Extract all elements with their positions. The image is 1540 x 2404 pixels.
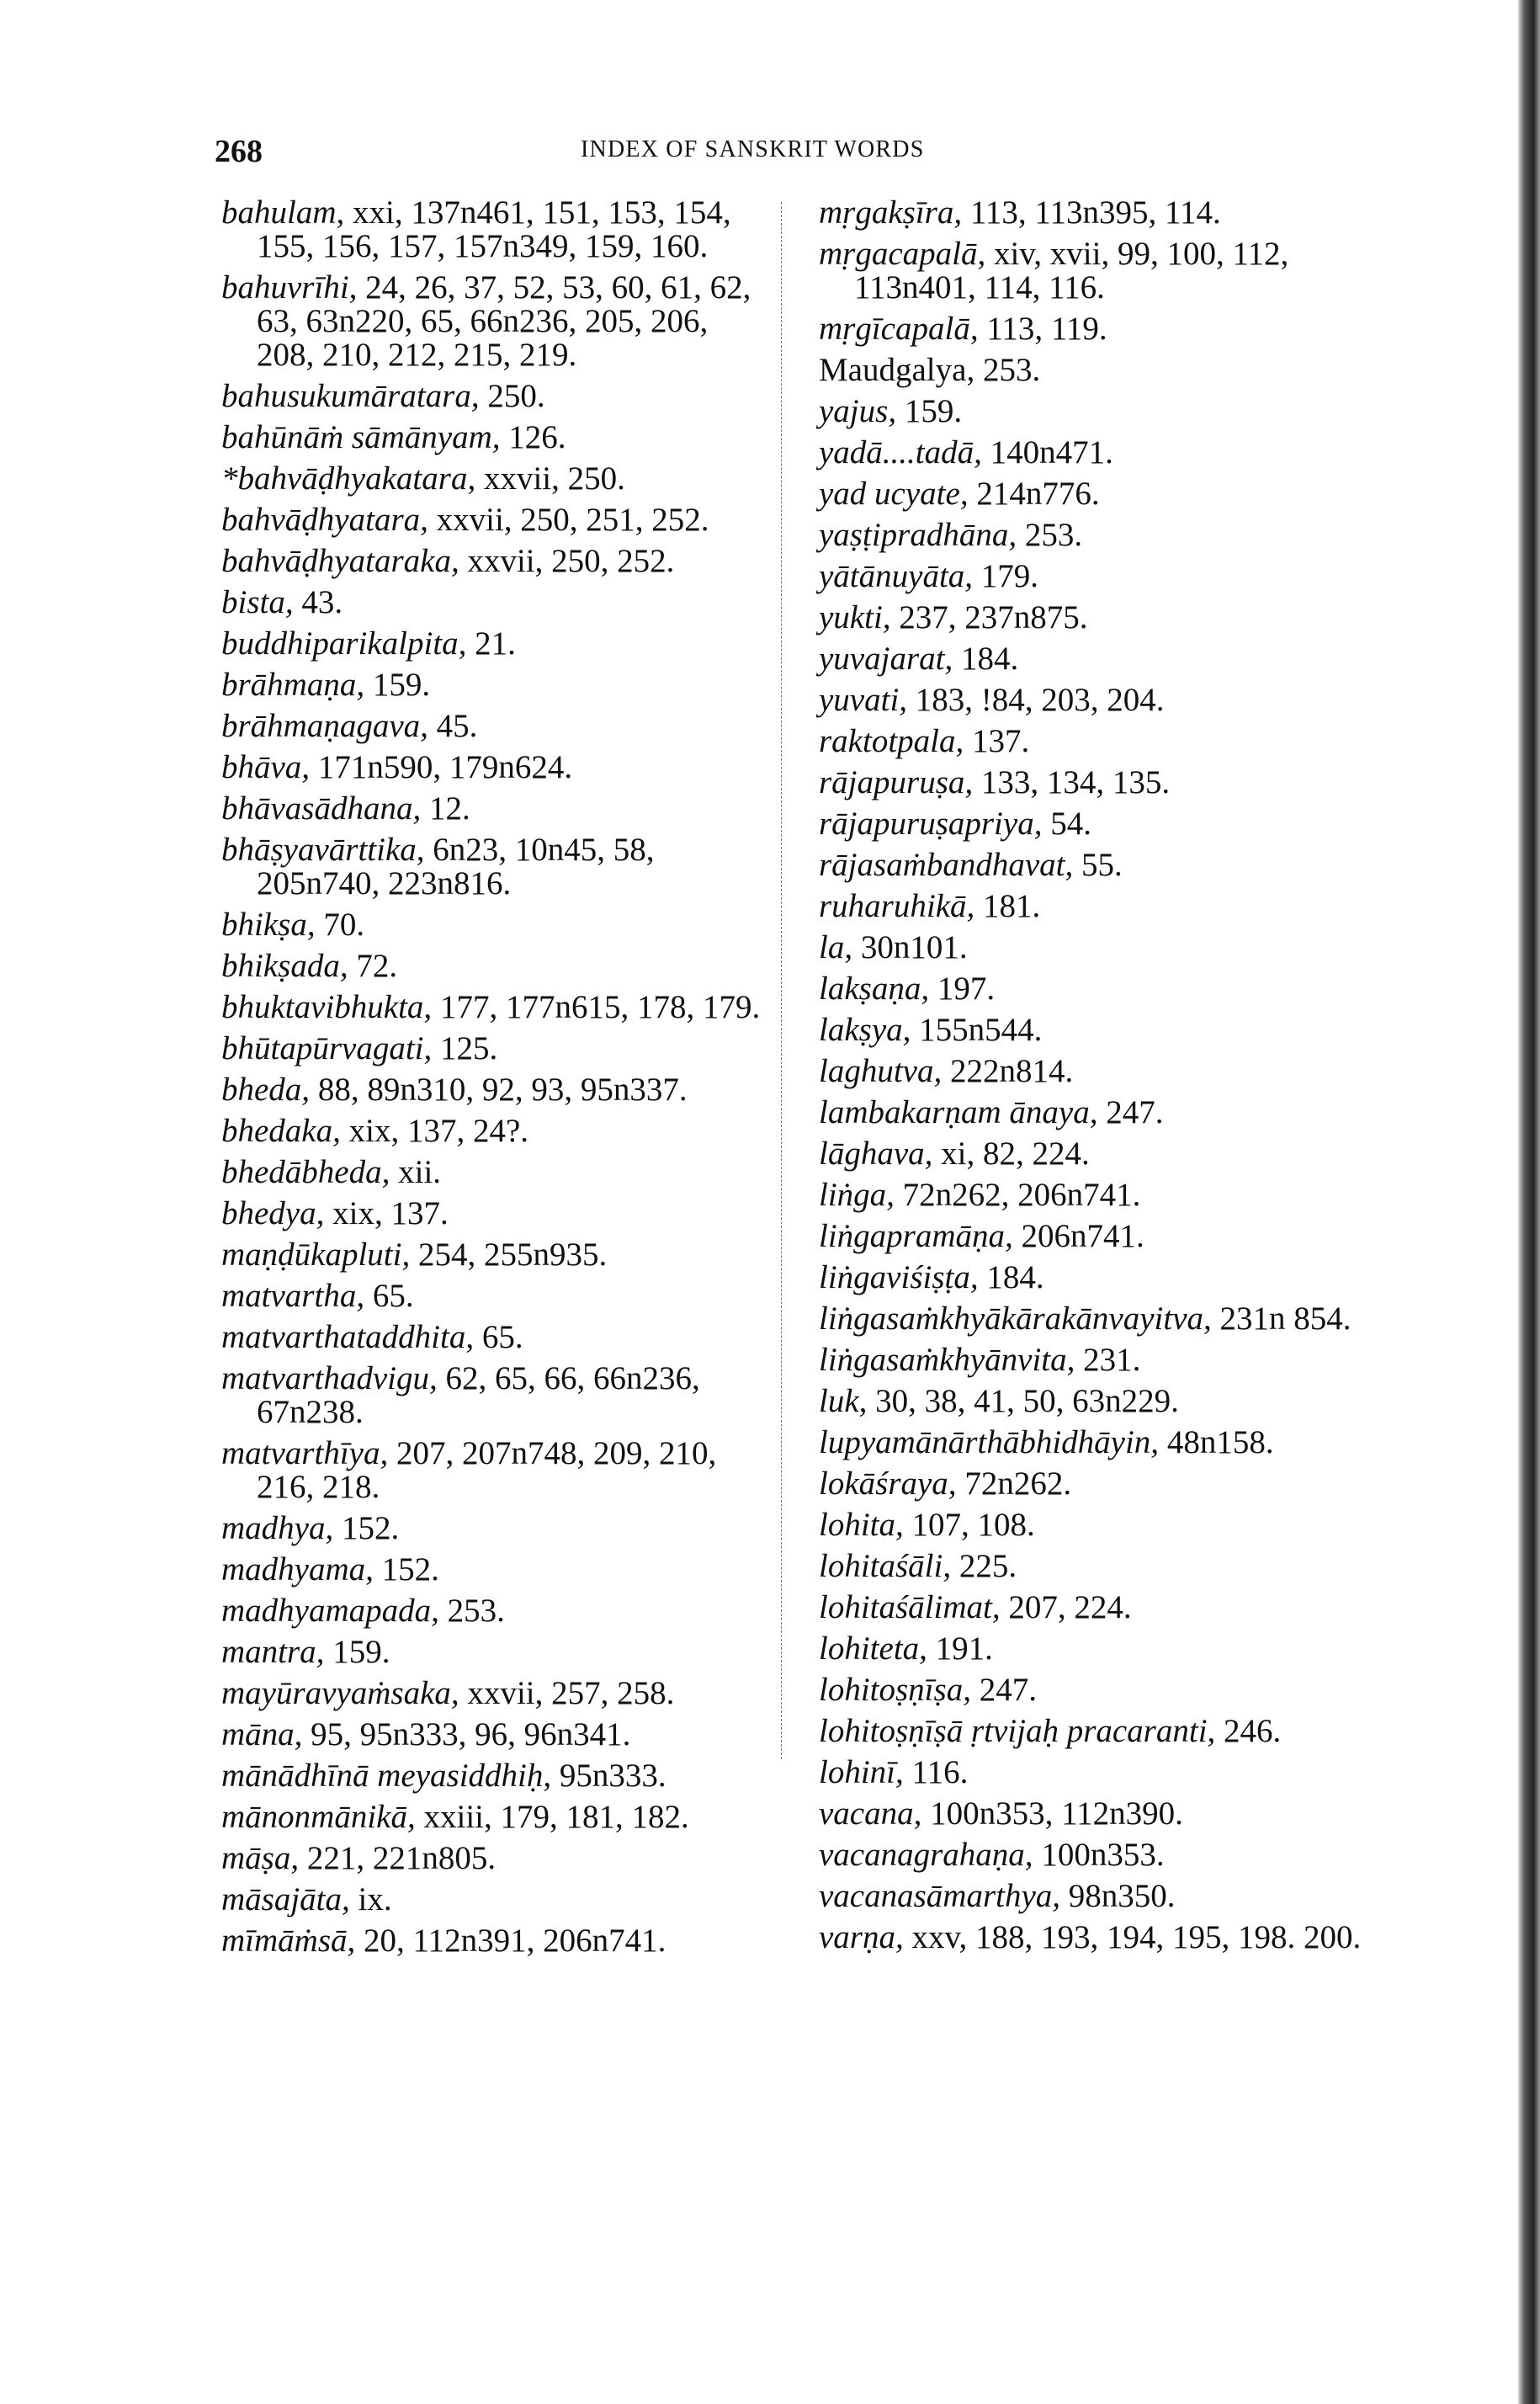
index-term: māna, [221,1716,303,1752]
index-references: 12. [429,790,470,827]
index-entry [221,1512,768,1545]
index-term: matvartha, [221,1278,365,1314]
index-entry [819,1302,1391,1336]
index-references: xxiii, 179, 181, 182. [423,1799,689,1835]
index-term: madhyama, [221,1551,374,1588]
index-term: yuvajarat, [819,641,953,677]
index-term: mānādhīnā meyasiddhiḥ, [221,1758,552,1794]
index-term: madhyamapada, [221,1593,439,1629]
index-term: mṛgakṣīra, [819,194,963,231]
index-entry [819,1756,1391,1790]
index-term: laghutva, [819,1053,943,1089]
index-entry [221,1437,768,1504]
index-entry [819,1838,1391,1872]
index-term: vacanasāmarthya, [819,1878,1061,1914]
index-term: bhāvasādhana, [221,790,422,827]
index-entry [819,890,1391,923]
index-references: 113, 119. [986,311,1107,347]
index-term: mayūravyaṁsaka, [221,1675,459,1711]
index-entry [819,1343,1391,1377]
index-entry [221,421,768,455]
index-term: matvarthataddhita, [221,1319,475,1355]
index-entry [819,560,1391,593]
index-entry [221,1114,768,1148]
index-references: 20, 112n391, 206n741. [364,1923,666,1959]
index-references: 254, 255n935. [417,1237,608,1273]
index-references: 48n158. [1166,1424,1274,1460]
index-entry [819,1467,1391,1501]
index-entry [221,1073,768,1107]
index-entry [819,436,1391,470]
index-term: bhūtapūrvagati, [221,1030,433,1066]
index-references: 72n262. [964,1465,1072,1502]
index-entry [819,642,1391,676]
index-entry [819,1921,1391,1955]
index-references: 177, 177n615, 178, 179. [439,989,761,1025]
index-term: rājapuruṣa, [819,764,974,800]
index-term: māsajāta, [221,1881,350,1917]
index-entry [819,1880,1391,1913]
index-term: matvarthīya, [221,1435,389,1471]
index-term: bahusukumāratara, [221,378,480,414]
index-entry [819,1426,1391,1460]
index-entry [819,519,1391,552]
index-references: 183, !84, 203, 204. [915,682,1165,718]
index-references: 70. [323,907,365,943]
index-references: 72. [356,948,398,984]
index-entry [221,196,768,263]
column-divider [781,202,782,1759]
index-references: xxvii, 250, 252. [467,543,675,579]
index-entry [819,1550,1391,1583]
index-term: bahuvrīhi, [221,269,358,306]
index-column-right [819,196,1391,1962]
index-term: rājapuruṣapriya, [819,806,1043,842]
index-references: xxvii, 257, 258. [467,1675,675,1711]
index-references: 140n471. [990,434,1113,471]
index-entry [819,1673,1391,1707]
index-entry [221,1553,768,1587]
index-term: lokāśraya, [819,1465,957,1502]
index-references: 65. [372,1278,414,1314]
index-term: vacana, [819,1795,922,1832]
index-entry [819,1261,1391,1295]
index-term: liṅgasaṁkhyākārakānvayitva, [819,1300,1212,1337]
index-term: mīmāṁsā, [221,1923,356,1959]
index-references: 206n741. [1021,1218,1144,1254]
index-term: liṅga, [819,1177,895,1213]
index-entry [221,545,768,578]
index-references: 231. [1083,1342,1141,1378]
index-term: yaṣṭipradhāna, [819,517,1017,553]
index-entry [221,792,768,826]
index-references: ix. [358,1881,392,1917]
index-term: bahūnāṁ sāmānyam, [221,419,501,455]
index-entry [221,751,768,784]
index-entry [221,1156,768,1189]
index-entry [221,1594,768,1628]
index-references: 207, 224. [1008,1589,1132,1625]
index-entry [819,477,1391,511]
index-entry [221,586,768,620]
index-references: 45. [436,708,478,744]
index-entry [221,1635,768,1669]
index-term: luk, [819,1383,868,1419]
index-references: 247. [1106,1094,1164,1130]
index-entry [221,1800,768,1834]
index-references: 72n262, 206n741. [902,1177,1141,1213]
index-term: bhāṣyavārttika, [221,832,425,868]
index-references: 231n 854. [1219,1300,1351,1337]
index-references: 214n776. [976,476,1100,512]
index-term: raktotpala, [819,723,964,759]
index-references: xi, 82, 224. [941,1136,1090,1172]
index-references: 137. [972,723,1030,759]
index-term: buddhiparikalpita, [221,625,467,662]
index-term: mṛgacapalā, [819,236,986,272]
index-references: 197. [937,971,996,1007]
index-entry [221,462,768,496]
index-references: 159. [372,667,431,703]
index-references: 65. [481,1319,523,1355]
index-term: mṛgīcapalā, [819,311,979,347]
index-references: xxi, 137n461, 151, 153, 154, 155, 156, 157, 157n349, 159, 160. [257,194,731,264]
index-entry [819,354,1391,387]
index-entry [221,991,768,1024]
index-references: xii. [398,1154,442,1190]
index-term: lakṣya, [819,1012,911,1048]
index-references: 113, 113n395, 114. [969,194,1221,231]
index-references: 155n544. [919,1012,1043,1048]
index-term: la, [819,929,853,965]
index-term: *bahvāḍhyakatara, [221,460,476,497]
index-term: lohiteta, [819,1630,927,1667]
index-entry [221,271,768,372]
index-term: bhuktavibhukta, [221,989,433,1025]
index-term: yuvati, [819,682,908,718]
index-term: bhāva, [221,749,311,785]
index-term: vacanagrahaṇa, [819,1837,1033,1873]
index-references: 250. [487,378,545,414]
index-term: yad ucyate, [819,476,969,512]
index-term: liṅgapramāṇa, [819,1218,1013,1254]
index-entry [819,601,1391,635]
index-term: māṣa, [221,1840,300,1876]
index-term: lohitaśāli, [819,1548,952,1584]
index-term: rājasaṁbandhavat, [819,847,1074,883]
index-references: xix, 137, 24?. [348,1113,529,1149]
index-entry [819,972,1391,1006]
index-entry [819,1632,1391,1666]
index-term: bhikṣa, [221,907,316,943]
index-entry [221,503,768,537]
index-entry [819,931,1391,965]
index-entry [819,848,1391,882]
index-term: mantra, [221,1634,325,1670]
index-term: brāhmaṇagava, [221,708,428,744]
index-references: 126. [508,419,566,455]
index-entry [819,1591,1391,1625]
index-term: yajus, [819,393,897,429]
index-term: lohinī, [819,1754,904,1790]
index-entry [819,1178,1391,1212]
index-entry [221,710,768,743]
index-references: 184. [960,641,1019,677]
index-term: bhedya, [221,1195,325,1231]
index-term: lupyamānārthābhidhāyin, [819,1424,1160,1460]
index-term: ruharuhikā, [819,888,975,924]
index-entry [221,1842,768,1875]
index-term: varṇa, [819,1919,904,1955]
index-references: 95, 95n333, 96, 96n341. [311,1716,631,1752]
index-term: bhedaka, [221,1113,341,1149]
index-references: Maudgalya, 253. [819,352,1041,388]
index-entry [819,725,1391,758]
index-term: liṅgasaṁkhyānvita, [819,1342,1075,1378]
index-references: 30, 38, 41, 50, 63n229. [875,1383,1179,1419]
index-entry [819,312,1391,346]
index-references: 133, 134, 135. [980,764,1171,800]
index-references: 55. [1081,847,1123,883]
index-term: brāhmaṇa, [221,667,365,703]
index-term: yātānuyāta, [819,558,974,594]
index-entry [221,1321,768,1354]
index-references: 95n333. [559,1758,666,1794]
index-references: 225. [959,1548,1017,1584]
index-references: 152. [341,1510,400,1546]
index-references: 221, 221n805. [306,1840,497,1876]
index-term: bista, [221,584,294,620]
index-term: bheda, [221,1072,311,1108]
index-term: bhedābheda, [221,1154,390,1190]
index-column-left [221,196,768,1965]
index-term: bahvāḍhyataraka, [221,543,459,579]
index-references: 246. [1224,1713,1282,1749]
index-references: 191. [935,1630,993,1667]
index-references: 179. [980,558,1039,594]
index-term: maṇḍūkapluti, [221,1237,411,1273]
index-entry [819,1220,1391,1253]
index-entry [819,1508,1391,1542]
index-term: lohitoṣṇīṣā ṛtvijaḥ pracaranti, [819,1713,1216,1749]
index-references: 181. [983,888,1041,924]
index-entry [221,1677,768,1710]
index-entry [819,237,1391,305]
index-references: xiv, xvii, 99, 100, 112, 113n401, 114, 116. [854,236,1289,306]
index-references: 24, 26, 37, 52, 53, 60, 61, 62, 63, 63n220, 65, 66n236, 205, 206, 208, 210, 212, 215, 219. [257,269,751,373]
index-term: bahulam, [221,194,345,231]
index-references: 62, 65, 66, 66n236, 67n238. [257,1360,700,1430]
index-term: bhikṣada, [221,948,348,984]
page-number: 268 [215,134,263,169]
index-term: lohitoṣṇīṣa, [819,1672,971,1708]
index-entry [221,668,768,702]
index-entry [819,1715,1391,1748]
index-references: 237, 237n875. [899,599,1088,636]
index-references: 253. [447,1593,505,1629]
index-entry [221,1759,768,1793]
index-entry [819,807,1391,841]
index-term: lakṣaṇa, [819,971,930,1007]
index-entry [221,380,768,413]
index-references: 152. [381,1551,439,1588]
index-references: xxvii, 250. [483,460,625,497]
index-term: bahvāḍhyatara, [221,502,428,538]
index-references: 100n353. [1041,1837,1165,1873]
index-references: 88, 89n310, 92, 93, 95n337. [317,1072,688,1108]
index-references: 159. [332,1634,390,1670]
index-term: matvarthadvigu, [221,1360,438,1396]
index-references: 100n353, 112n390. [930,1795,1183,1832]
index-term: lambakarṇam ānaya, [819,1094,1098,1130]
index-references: 171n590, 179n624. [317,749,573,785]
index-entry [221,833,768,901]
index-entry [819,683,1391,717]
index-references: 184. [986,1259,1044,1295]
index-references: 30n101. [860,929,968,965]
index-entry [221,949,768,983]
index-entry [221,1238,768,1272]
index-term: mānonmānikā, [221,1799,416,1835]
index-references: 43. [301,584,343,620]
index-entry [819,1797,1391,1831]
index-entry [819,1385,1391,1418]
index-entry [819,1137,1391,1171]
index-entry [221,1279,768,1313]
index-entry [221,1362,768,1429]
index-term: yukti, [819,599,891,636]
index-references: 6n23, 10n45, 58, 205n740, 223n816. [257,832,655,902]
index-entry [819,766,1391,800]
index-references: xxv, 188, 193, 194, 195, 198. 200. [911,1919,1362,1955]
index-term: lāghava, [819,1136,933,1172]
index-term: madhya, [221,1510,334,1546]
index-references: 21. [475,625,516,662]
index-references: 253. [1024,517,1083,553]
index-entry [819,395,1391,428]
index-references: xix, 137. [332,1195,449,1231]
index-entry [819,1013,1391,1047]
index-references: xxvii, 250, 251, 252. [436,502,709,538]
index-entry [221,627,768,661]
scanned-page-edge [1518,0,1540,2404]
index-references: 159. [904,393,963,429]
index-entry [221,1883,768,1917]
index-references: 54. [1050,806,1091,842]
index-term: yadā....tadā, [819,434,982,471]
index-references: 98n350. [1068,1878,1176,1914]
index-references: 207, 207n748, 209, 210, 216, 218. [257,1435,717,1505]
index-references: 125. [440,1030,498,1066]
index-entry [221,1718,768,1752]
index-entry [221,1197,768,1231]
index-entry [221,1924,768,1958]
index-term: lohitaśālimat, [819,1589,1001,1625]
index-references: 107, 108. [911,1507,1035,1543]
running-title: INDEX OF SANSKRIT WORDS [581,136,925,162]
index-references: 222n814. [949,1053,1074,1089]
index-references: 116. [911,1754,969,1790]
index-term: liṅgaviśiṣṭa, [819,1259,979,1295]
index-entry [819,196,1391,230]
index-entry [819,1096,1391,1130]
index-entry [221,908,768,942]
index-references: 247. [979,1672,1037,1708]
index-entry [819,1055,1391,1088]
index-entry [221,1032,768,1066]
index-term: lohita, [819,1507,904,1543]
